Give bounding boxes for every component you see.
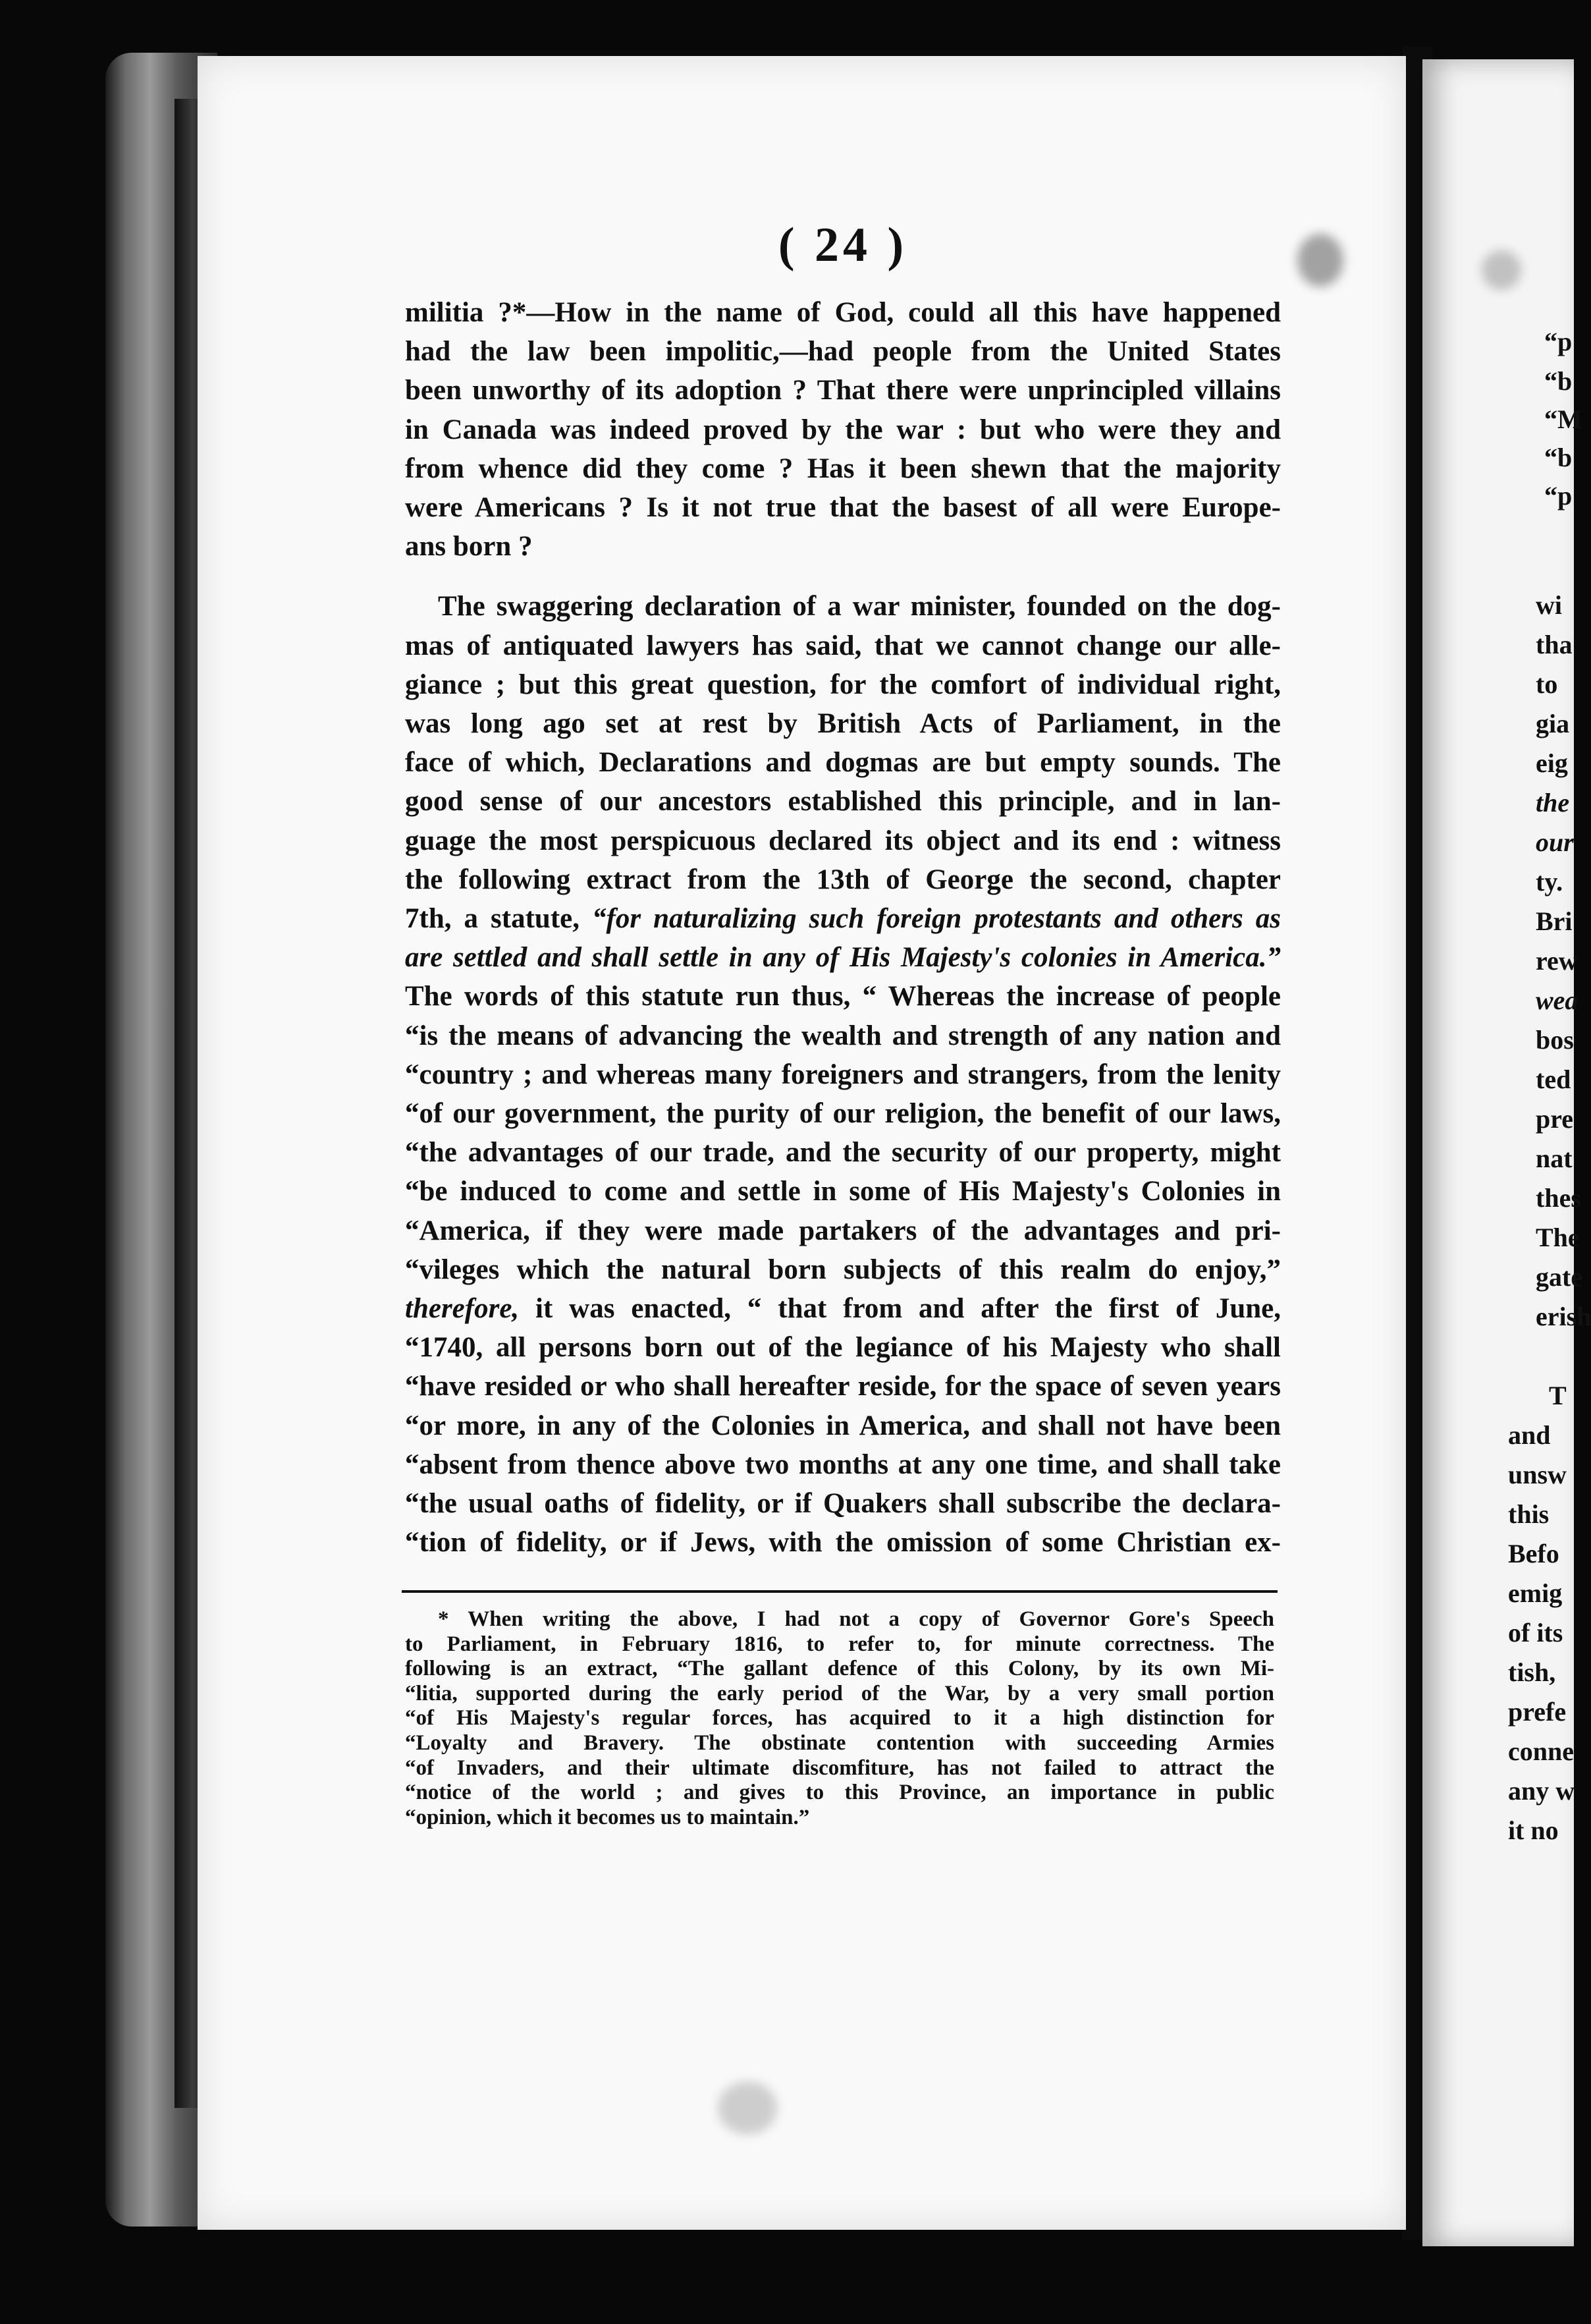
- text-line: militia ?*—How in the name of God, could all this have happened: [405, 297, 1281, 328]
- facing-fragment: T: [1549, 1381, 1567, 1410]
- text-line: ans born ?: [405, 531, 533, 563]
- text-line: “1740, all persons born out of the legiance of his Majesty who shall: [405, 1332, 1281, 1364]
- footnote: [405, 1607, 1274, 1830]
- text-line: “be induced to come and settle in some of His Majesty's Colonies in: [405, 1176, 1281, 1207]
- facing-fragment: rew: [1536, 946, 1578, 976]
- facing-fragment: erish: [1536, 1302, 1591, 1331]
- facing-fragment: wea: [1536, 985, 1578, 1015]
- text-line: from whence did they come ? Has it been shewn that the majority: [405, 453, 1281, 484]
- text-line: face of which, Declarations and dogmas are but empty sounds. The: [405, 747, 1281, 779]
- paragraph-gap: [405, 566, 1281, 587]
- text-line: The swaggering declaration of a war minister, founded on the dog-: [438, 591, 1281, 622]
- text-line: “absent from thence above two months at any one time, and shall take: [405, 1449, 1281, 1480]
- facing-fragment: tha: [1536, 630, 1573, 659]
- facing-fragment: wi: [1536, 590, 1562, 620]
- facing-fragment: gate: [1536, 1262, 1583, 1292]
- facing-fragment: “p: [1544, 481, 1573, 511]
- statute-title: are settled and shall settle in any of His Majesty's colonies in America.”: [405, 942, 1281, 974]
- text-line: The words of this statute run thus, “ Whereas the increase of people: [405, 981, 1281, 1012]
- text-line: mas of antiquated lawyers has said, that we cannot change our alle-: [405, 630, 1281, 661]
- footnote-line: “of Invaders, and their ultimate discomfiture, has not failed to attract the: [405, 1756, 1274, 1780]
- facing-fragment: “M: [1544, 404, 1582, 434]
- ink-smudge: [1297, 234, 1343, 287]
- facing-fragment: Bri: [1536, 906, 1573, 936]
- facing-fragment: “b: [1544, 443, 1573, 472]
- facing-fragment: unsw: [1508, 1460, 1567, 1489]
- facing-fragment: eig: [1536, 748, 1568, 778]
- text-line: “America, if they were made partakers of the advantages and pri-: [405, 1215, 1281, 1246]
- footnote-line: “litia, supported during the early period of the War, by a very small portion: [405, 1681, 1274, 1705]
- facing-fragment: ted: [1536, 1065, 1571, 1094]
- footnote-line: * When writing the above, I had not a copy of Governor Gore's Speech: [438, 1607, 1274, 1631]
- text-line: “the advantages of our trade, and the security of our property, might: [405, 1137, 1281, 1169]
- facing-fragment: conne: [1508, 1736, 1574, 1766]
- facing-fragment: thes: [1536, 1183, 1581, 1213]
- facing-fragment: any w: [1508, 1776, 1575, 1806]
- footnote-line: “Loyalty and Bravery. The obstinate contention with succeeding Armies: [405, 1730, 1274, 1755]
- text-line: “have resided or who shall hereafter reside, for the space of seven years: [405, 1371, 1281, 1402]
- ink-smudge: [718, 2082, 777, 2134]
- text-line: had the law been impolitic,—had people from the United States: [405, 336, 1281, 368]
- facing-fragment: our: [1536, 827, 1574, 857]
- facing-page-text: [1508, 0, 1591, 2324]
- facing-fragment: “b: [1544, 366, 1573, 396]
- facing-fragment: nat: [1536, 1144, 1573, 1173]
- text-line: giance ; but this great question, for the comfort of individual right,: [405, 669, 1281, 700]
- text-line: “tion of fidelity, or if Jews, with the omission of some Christian ex-: [405, 1527, 1281, 1559]
- statute-intro: 7th, a statute,: [405, 903, 580, 935]
- text-line: good sense of our ancestors established this principle, and in lan-: [405, 786, 1281, 817]
- text-line: “the usual oaths of fidelity, or if Quakers shall subscribe the declara-: [405, 1488, 1281, 1520]
- text-line: in Canada was indeed proved by the war : but who were they and: [405, 414, 1281, 445]
- facing-fragment: pre: [1536, 1104, 1574, 1134]
- facing-fragment: it no: [1508, 1815, 1559, 1845]
- text-line: [405, 938, 1281, 977]
- text-line: [405, 1289, 1281, 1328]
- footnote-rule: [402, 1590, 1278, 1593]
- facing-fragment: The: [1536, 1223, 1580, 1252]
- facing-fragment: the: [1536, 788, 1570, 817]
- footnote-line: following is an extract, “The gallant defence of this Colony, by its own Mi-: [405, 1657, 1274, 1681]
- facing-fragment: “p: [1544, 327, 1573, 356]
- main-text: [405, 293, 1281, 1563]
- facing-fragment: bos: [1536, 1025, 1574, 1055]
- facing-fragment: Befo: [1508, 1539, 1559, 1568]
- text-line: “country ; and whereas many foreigners and strangers, from the lenity: [405, 1059, 1281, 1090]
- text-line: were Americans ? Is it not true that the basest of all were Europe-: [405, 492, 1281, 524]
- facing-fragment: gia: [1536, 709, 1570, 738]
- text-line: guage the most perspicuous declared its object and its end : witness: [405, 825, 1281, 856]
- facing-fragment: emig: [1508, 1578, 1563, 1608]
- footnote-line: to Parliament, in February 1816, to refer to, for minute correctness. The: [405, 1632, 1274, 1656]
- therefore-word: therefore,: [405, 1293, 520, 1325]
- footnote-line: “opinion, which it becomes us to maintain.”: [405, 1805, 810, 1829]
- text-line: “or more, in any of the Colonies in America, and shall not have been: [405, 1410, 1281, 1441]
- text-line: “is the means of advancing the wealth and strength of any nation and: [405, 1020, 1281, 1051]
- statute-title: “for naturalizing such foreign protestants and others as: [592, 903, 1281, 935]
- footnote-line: “notice of the world ; and gives to this Province, an importance in public: [405, 1781, 1274, 1805]
- facing-fragment: this: [1508, 1499, 1550, 1529]
- facing-fragment: and: [1508, 1420, 1551, 1450]
- text-line: “vileges which the natural born subjects of this realm do enjoy,”: [405, 1254, 1281, 1285]
- page-number: ( 24 ): [778, 218, 908, 272]
- facing-fragment: of its: [1508, 1618, 1563, 1647]
- text-line: the following extract from the 13th of George the second, chapter: [405, 864, 1281, 895]
- facing-fragment: prefe: [1508, 1697, 1567, 1727]
- text-line: been unworthy of its adoption ? That there were unprincipled villains: [405, 375, 1281, 406]
- text-line: was long ago set at rest by British Acts of Parliament, in the: [405, 708, 1281, 740]
- footnote-line: “of His Majesty's regular forces, has acquired to it a high distinction for: [405, 1706, 1274, 1730]
- text-line: [405, 899, 1281, 938]
- therefore-rest: it was enacted, “ that from and after the first of June,: [519, 1293, 1281, 1325]
- facing-fragment: ty.: [1536, 867, 1563, 897]
- facing-fragment: tish,: [1508, 1657, 1556, 1687]
- facing-fragment: to: [1536, 669, 1558, 699]
- text-line: “of our government, the purity of our religion, the benefit of our laws,: [405, 1098, 1281, 1130]
